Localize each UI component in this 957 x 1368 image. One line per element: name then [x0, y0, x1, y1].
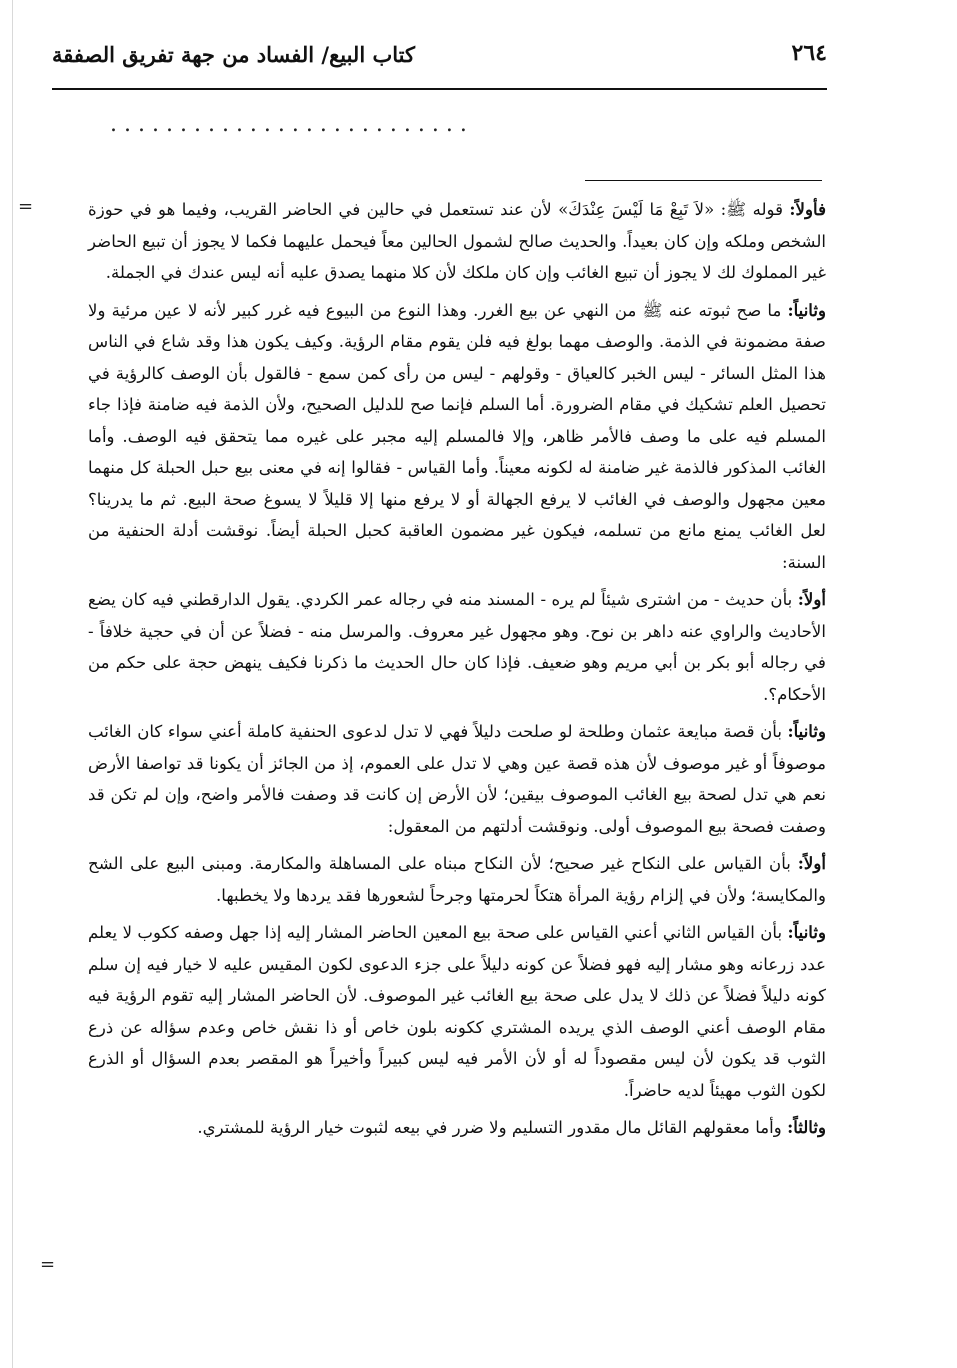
paragraph-text: بأن حديث - من اشترى شيئاً لم يره - المسند منه في رجاله عمر الكردي. يقول الدارقطني فيه كان يضع الأحاديث والراوي عنه داهر بن نوح. وهو مجهول غير معروف. والمرسل منه - فضلاً عن أن في حجية خلافاً - في رجاله أبو بكر بن أبي مريم وهو ضعيف. فإذا كان حال الحديث ما ذكرنا فكيف ينهض حجة على حكم من الأحكام؟.	[88, 590, 826, 704]
paragraph-lead: فأولاً:	[789, 199, 827, 219]
footnote-body	[88, 194, 826, 1150]
page-header	[52, 34, 827, 90]
paragraph-lead: وثانياً:	[787, 922, 826, 942]
header-rule	[52, 88, 827, 90]
paragraph-text: قوله ﷺ: «لاَ تَبِعْ مَا لَيْسَ عِنْدَكَ» لأن عند تستعمل في حالين في الحاضر القريب، وفيما هو في حوزة الشخص وملكه وإن كان بعيداً. والحديث صالح لشمول الحالين معاً فيحمل عليهما فكما لا يجوز أن تبيع الحاضر غير المملوك لك لا يجوز أن تبيع الغائب وإن كان ملكك لأن كلا منهما يصدق عليه أنه ليس عندك في الجملة.	[88, 200, 826, 282]
paragraph	[88, 295, 826, 579]
paragraph	[88, 848, 826, 911]
paragraph-text: وأما معقولهم القائل مال مقدور التسليم ولا ضرر في بيعه لثبوت خيار الرؤية للمشتري.	[197, 1118, 788, 1137]
continuation-mark-top: =	[18, 196, 34, 217]
paragraph-lead: أولاً:	[797, 853, 826, 873]
paragraph	[88, 917, 826, 1106]
paragraph-text: بأن القياس على النكاح غير صحيح؛ لأن النكاح مبناه على المساهلة والمكارمة. ومبنى البيع على الشح والمكايسة؛ ولأن في إلزام رؤية المرأة هتكاً لحرمتها وجرحاً لشعورها فقد يردها ولا يخطبها.	[88, 854, 826, 905]
paragraph-text: بأن القياس الثاني أعني القياس على صحة بيع المعين الحاضر المشار إليه إذا جهل وصفه ككوب لا يعلم عدد زرعانه وهو مشار إليه فهو فضلاً عن كونه دليلاً على جزء الدعوى لكون المقيس عليه لا خيار فيه إن سلم كونه دليلاً فضلاً عن ذلك لا يدل على صحة بيع الغائب غير الموصوف. لأن الحاضر المشار إليه تقوم الرؤية فيه مقام الوصف أعني الوصف الذي يريده المشتري ككونه بلون خاص أو ذا نقش خاص وعدم سؤاله عن ذرع الثوب قد يكون لأن ليس مقصوداً له أو لأن الأمر فيه ليس كبيراً وأخيراً هو المقصر بعدم السؤال أو الذرع لكون الثوب مهيئاً لديه حاضراً.	[88, 923, 826, 1100]
paragraph-text: ما صح ثبوته عنه ﷺ من النهي عن بيع الغرر. وهذا النوع من البيوع فيه غرر كبير لأنه لا عين مرئية ولا صفة مضمونة في الذمة. والوصف مهما بولغ فيه فلن يقوم مقام الرؤية. وكيف يكون هذا وقد شاع في الناس هذا المثل السائر - ليس الخبر كالعياق - وقولهم - ليس من رأى كمن سمع - فالقول بأن الوصف كالرؤية في تحصيل العلم تشكيك في مقام الضرورة. أما السلم فإنما صح للدليل الصحيح، ولأن الذمة فيه ضامنة فإذا جاء المسلم فيه على ما وصف فالأمر ظاهر، وإلا فالمسلم إليه مجبر على غيره مما يتحقق فيه الوصف. وأما الغائب المذكور فالذمة غير ضامنة له لكونه معيناً. وأما القياس - فقالوا إنه في معنى بيع حبل الحبلة كل منهما معين مجهول والوصف في الغائب لا يرفع الجهالة أو لا يرفع منها إلا قليلاً لا يسوغ صحة البيع. ثم ما يدرينا؟ لعل الغائب يمنع مانع من تسلمه، فيكون غير مضمون العاقبة كحبل الحبلة أيضاً. نوقشت أدلة الحنفية من السنة:	[88, 300, 826, 572]
continuation-mark-bottom: =	[40, 1254, 56, 1275]
paragraph	[88, 1112, 826, 1144]
paragraph	[88, 194, 826, 289]
footnote-rule	[585, 180, 822, 181]
running-title: كتاب البيع/ الفساد من جهة تفريق الصفقة	[52, 42, 415, 67]
paragraph-lead: وثانياً:	[787, 299, 826, 320]
page-number: ٢٦٤	[791, 40, 827, 66]
paragraph	[88, 716, 826, 842]
paragraph-lead: وثانياً:	[787, 721, 826, 741]
separator-dots: ..........................	[110, 112, 474, 137]
paragraph	[88, 584, 826, 710]
paragraph-text: بأن قصة مبايعة عثمان وطلحة لو صلحت دليلاً فهي لا تدل لدعوى الحنفية كاملة أعني سواء كان الغائب موصوفاً أو غير موصوف لأن هذه قصة عين وهي لا تدل على العموم، إذ من الجائز أن يكونا قد تواصفا الأرض نعم هي تدل لصحة بيع الغائب الموصوف بيقين؛ لأن الأرض إن كانت قد وصفت فالأمر واضح، وإن لم تكن قد وصفت فصحة بيع الموصوف أولى. ونوقشت أدلتهم من المعقول:	[88, 722, 826, 836]
paragraph-lead: أولاً:	[797, 589, 826, 609]
page-edge-line	[12, 0, 13, 1368]
paragraph-lead: وثالثاً:	[787, 1117, 826, 1137]
